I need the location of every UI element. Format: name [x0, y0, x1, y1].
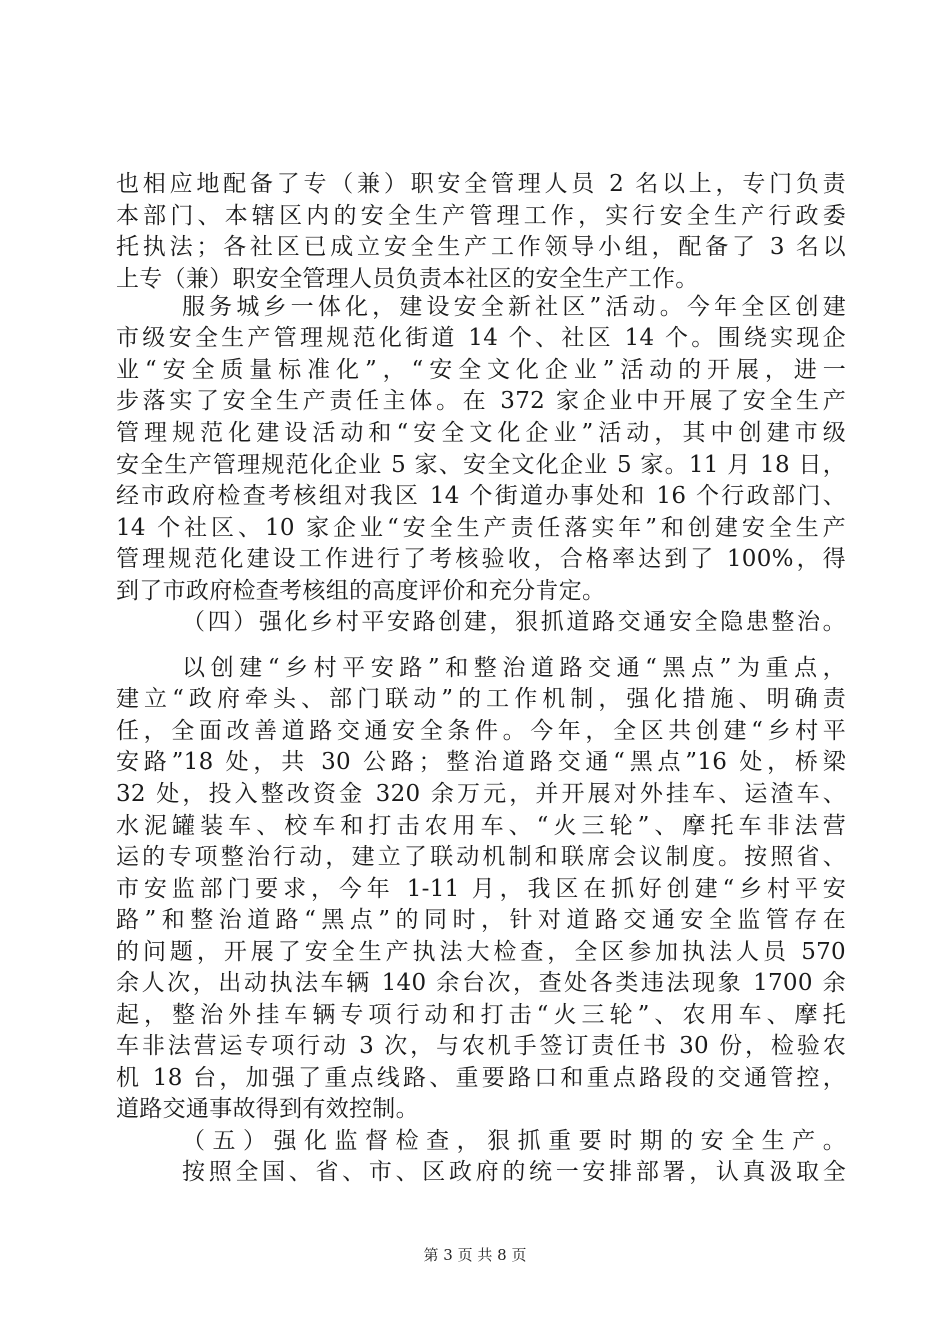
- text-line: 上专（兼）职安全管理人员负责本社区的安全生产工作。: [116, 266, 699, 292]
- text-line: 余人次，出动执法车辆 140 余台次，查处各类违法现象 1700 余: [116, 970, 846, 996]
- text-line: 安路”18 处，共 30 公路；整治道路交通“黑点”16 处，桥梁: [116, 749, 846, 775]
- text-line: 管理规范化建设活动和“安全文化企业”活动，其中创建市级: [116, 420, 846, 446]
- text-line: 市级安全生产管理规范化街道 14 个、社区 14 个。围绕实现企: [116, 325, 846, 351]
- text-line: 步落实了安全生产责任主体。在 372 家企业中开展了安全生产: [116, 388, 846, 414]
- text-line: 到了市政府检查考核组的高度评价和充分肯定。: [116, 578, 606, 604]
- text-line: 业“安全质量标准化”，“安全文化企业”活动的开展，进一: [116, 357, 846, 383]
- text-line: 道路交通事故得到有效控制。: [116, 1096, 419, 1122]
- paragraph-first-line: 按照全国、省、市、区政府的统一安排部署，认真汲取全: [182, 1159, 846, 1185]
- text-line: 本部门、本辖区内的安全生产管理工作，实行安全生产行政委: [116, 203, 846, 229]
- text-line: 机 18 台，加强了重点线路、重要路口和重点路段的交通管控，: [116, 1065, 846, 1091]
- paragraph-first-line: 服务城乡一体化，建设安全新社区”活动。今年全区创建: [182, 294, 846, 320]
- text-line: 运的专项整治行动，建立了联动机制和联席会议制度。按照省、: [116, 844, 846, 870]
- section-heading: （四）强化乡村平安路创建，狠抓道路交通安全隐患整治。: [182, 609, 846, 635]
- text-line: 水泥罐装车、校车和打击农用车、“火三轮”、摩托车非法营: [116, 813, 846, 839]
- text-line: 管理规范化建设工作进行了考核验收，合格率达到了 100%，得: [116, 546, 846, 572]
- text-line: 经市政府检查考核组对我区 14 个街道办事处和 16 个行政部门、: [116, 483, 846, 509]
- text-line: 也相应地配备了专（兼）职安全管理人员 2 名以上，专门负责: [116, 171, 846, 197]
- text-line: 起，整治外挂车辆专项行动和打击“火三轮”、农用车、摩托: [116, 1002, 846, 1028]
- text-line: 32 处，投入整改资金 320 余万元，并开展对外挂车、运渣车、: [116, 781, 846, 807]
- paragraph-first-line: 以创建“乡村平安路”和整治道路交通“黑点”为重点，: [182, 655, 846, 681]
- text-line: 市安监部门要求，今年 1-11 月，我区在抓好创建“乡村平安: [116, 876, 846, 902]
- text-line: 路”和整治道路“黑点”的同时，针对道路交通安全监管存在: [116, 907, 846, 933]
- text-line: 车非法营运专项行动 3 次，与农机手签订责任书 30 份，检验农: [116, 1033, 846, 1059]
- text-line: 14 个社区、10 家企业“安全生产责任落实年”和创建安全生产: [116, 515, 846, 541]
- text-line: 安全生产管理规范化企业 5 家、安全文化企业 5 家。11 月 18 日，: [116, 452, 846, 478]
- section-heading: （五）强化监督检查，狠抓重要时期的安全生产。: [182, 1128, 846, 1154]
- text-line: 托执法；各社区已成立安全生产工作领导小组，配备了 3 名以: [116, 234, 846, 260]
- text-line: 建立“政府牵头、部门联动”的工作机制，强化措施、明确责: [116, 686, 846, 712]
- text-line: 的问题，开展了安全生产执法大检查，全区参加执法人员 570: [116, 939, 846, 965]
- text-line: 任，全面改善道路交通安全条件。今年，全区共创建“乡村平: [116, 718, 846, 744]
- page-footer: 第 3 页 共 8 页: [423, 1246, 527, 1264]
